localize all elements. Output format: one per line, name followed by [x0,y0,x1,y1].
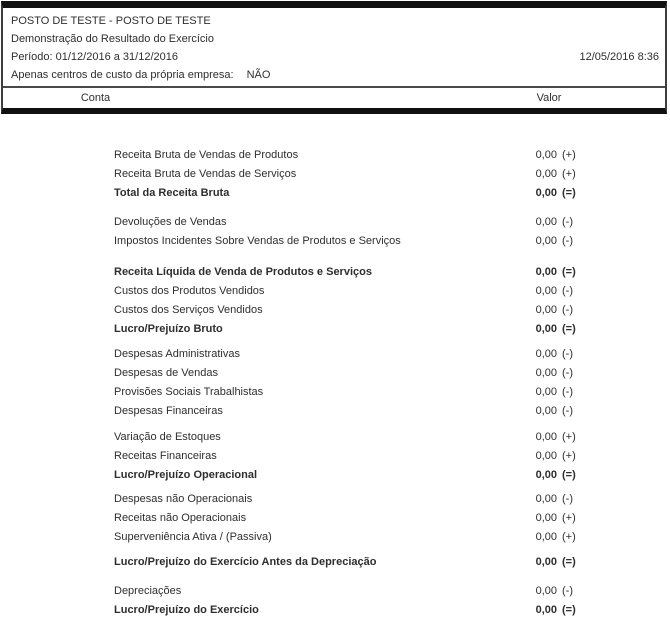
value-operator: (=) [562,186,576,199]
print-datetime: 12/05/2016 8:36 [579,51,659,63]
account-value: 0,00 [535,322,557,335]
column-header-conta: Conta [80,92,111,104]
report-header-frame [1,1,667,114]
account-value: 0,00 [535,234,557,247]
account-name: Devoluções de Vendas [114,215,227,228]
column-header-valor: Valor [536,92,562,104]
report-row [0,145,670,164]
account-name: Total da Receita Bruta [114,186,230,199]
account-name: Despesas de Vendas [114,366,218,379]
value-operator: (=) [562,322,576,335]
value-operator: (-) [562,215,573,228]
account-name: Receitas não Operacionais [114,511,247,524]
account-value: 0,00 [535,385,557,398]
account-value: 0,00 [535,265,557,278]
account-name: Receita Bruta de Vendas de Serviços [114,167,297,180]
account-name: Receita Líquida de Venda de Produtos e Serviços [114,265,372,278]
report-total-row [0,319,670,338]
report-row [0,231,670,250]
value-operator: (=) [562,265,576,278]
value-operator: (+) [562,430,576,443]
value-operator: (+) [562,449,576,462]
account-value: 0,00 [535,468,557,481]
report-row [0,300,670,319]
account-value: 0,00 [535,584,557,597]
report-row [0,527,670,546]
account-value: 0,00 [535,148,557,161]
account-name: Despesas não Operacionais [114,492,253,505]
column-header-row [3,88,665,108]
row-group [0,212,670,250]
cost-center-filter-value: NÃO [246,69,271,81]
value-operator: (-) [562,385,573,398]
account-name: Custos dos Serviços Vendidos [114,303,263,316]
report-row [0,446,670,465]
row-group [0,552,670,571]
row-group [0,262,670,338]
account-value: 0,00 [535,449,557,462]
value-operator: (+) [562,511,576,524]
account-value: 0,00 [535,511,557,524]
account-value: 0,00 [535,430,557,443]
report-row [0,363,670,382]
report-row [0,489,670,508]
account-name: Custos dos Produtos Vendidos [114,284,265,297]
account-value: 0,00 [535,555,557,568]
account-value: 0,00 [535,492,557,505]
report-title: Demonstração do Resultado do Exercício [11,33,214,45]
account-value: 0,00 [535,404,557,417]
value-operator: (-) [562,404,573,417]
account-name: Despesas Administrativas [114,347,240,360]
report-row [0,164,670,183]
company-name: POSTO DE TESTE - POSTO DE TESTE [11,15,211,27]
account-name: Variação de Estoques [114,430,221,443]
report-total-row [0,552,670,571]
filter-line [11,66,659,84]
period-line [11,48,659,66]
value-operator: (-) [562,584,573,597]
row-group [0,344,670,420]
account-name: Lucro/Prejuízo Operacional [114,468,258,481]
account-value: 0,00 [535,347,557,360]
report-row [0,281,670,300]
report-row [0,344,670,363]
report-row [0,427,670,446]
value-operator: (+) [562,530,576,543]
report-row [0,212,670,231]
value-operator: (-) [562,492,573,505]
row-group [0,145,670,202]
account-name: Lucro/Prejuízo Bruto [114,322,223,335]
value-operator: (+) [562,167,576,180]
account-name: Superveniência Ativa / (Passiva) [114,530,272,543]
account-value: 0,00 [535,303,557,316]
account-value: 0,00 [535,284,557,297]
account-value: 0,00 [535,603,557,616]
report-total-row [0,465,670,484]
report-row [0,401,670,420]
report-total-row [0,600,670,619]
account-name: Despesas Financeiras [114,404,223,417]
report-header [3,8,665,88]
value-operator: (-) [562,234,573,247]
account-value: 0,00 [535,167,557,180]
report-row [0,382,670,401]
account-name: Provisões Sociais Trabalhistas [114,385,264,398]
account-name: Lucro/Prejuízo do Exercício Antes da Depreciação [114,555,377,568]
account-value: 0,00 [535,366,557,379]
report-body [0,112,670,619]
report-row [0,581,670,600]
value-operator: (-) [562,303,573,316]
row-group [0,581,670,619]
account-name: Impostos Incidentes Sobre Vendas de Produtos e Serviços [114,234,401,247]
value-operator: (-) [562,347,573,360]
value-operator: (=) [562,555,576,568]
report-row [0,508,670,527]
account-name: Receitas Financeiras [114,449,217,462]
period-text: Período: 01/12/2016 a 31/12/2016 [11,51,178,63]
cost-center-filter-label: Apenas centros de custo da própria empresa: [11,69,234,81]
value-operator: (-) [562,366,573,379]
account-value: 0,00 [535,186,557,199]
account-name: Depreciações [114,584,182,597]
value-operator: (=) [562,468,576,481]
account-name: Receita Bruta de Vendas de Produtos [114,148,299,161]
value-operator: (=) [562,603,576,616]
row-group [0,489,670,546]
value-operator: (-) [562,284,573,297]
account-value: 0,00 [535,530,557,543]
account-value: 0,00 [535,215,557,228]
report-total-row [0,262,670,281]
row-group [0,427,670,484]
account-name: Lucro/Prejuízo do Exercício [114,603,259,616]
report-total-row [0,183,670,202]
value-operator: (+) [562,148,576,161]
